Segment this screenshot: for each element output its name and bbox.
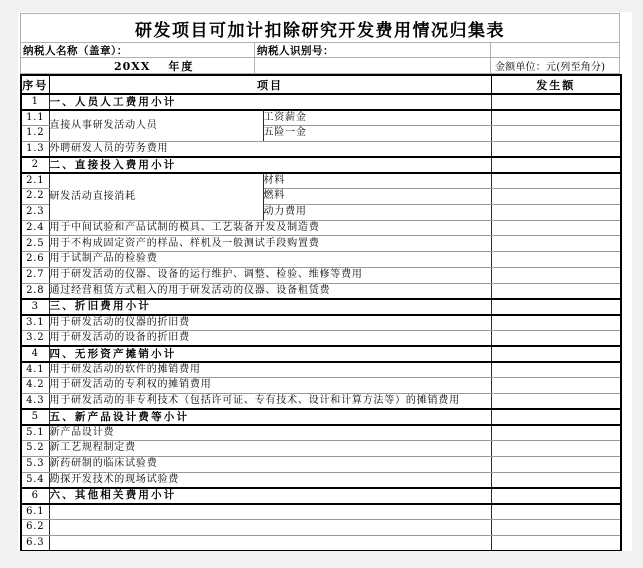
sub-item-cell: 燃料 [263, 189, 491, 205]
row-seq-cell: 6.1 [21, 504, 49, 520]
form-page [18, 12, 632, 551]
table-row [21, 283, 621, 299]
item-cell: 用于试制产品的检验费 [49, 252, 491, 268]
row-seq-cell: 5.3 [21, 456, 49, 472]
item-cell-blank[interactable] [49, 519, 491, 535]
taxpayer-name-label: 纳税人名称（盖章）： [23, 44, 128, 57]
item-cell: 用于研发活动的仪器、设备的运行维护、调整、检验、维修等费用 [49, 267, 491, 283]
year-empty-cell [255, 58, 491, 73]
table-row [21, 315, 621, 331]
amount-cell[interactable] [491, 488, 621, 504]
row-seq-cell: 2.2 [21, 189, 49, 205]
row-seq-cell: 1.3 [21, 141, 49, 157]
item-cell: 二、直接投入费用小计 [49, 157, 491, 173]
row-seq-cell: 2.6 [21, 252, 49, 268]
taxpayer-id-label: 纳税人识别号： [257, 44, 334, 57]
row-seq-cell: 4 [21, 346, 49, 362]
item-cell-blank[interactable] [49, 535, 491, 551]
row-seq-cell: 5.4 [21, 472, 49, 488]
taxpayer-id-cell [255, 43, 491, 57]
table-row [21, 141, 621, 157]
year-text [21, 58, 194, 73]
row-seq-cell: 3 [21, 299, 49, 315]
row-seq-cell: 1.2 [21, 126, 49, 142]
table-row [21, 299, 621, 315]
table-row [21, 535, 621, 551]
expense-table [20, 74, 622, 551]
form-title: 研发项目可加计扣除研究开发费用情况归集表 [20, 13, 620, 43]
row-seq-cell: 3.1 [21, 315, 49, 331]
item-cell: 新药研制的临床试验费 [49, 456, 491, 472]
row-seq-cell: 1 [21, 94, 49, 110]
amount-cell[interactable] [491, 189, 621, 205]
amount-cell[interactable] [491, 126, 621, 142]
table-row [21, 393, 621, 409]
item-cell: 三、折旧费用小计 [49, 299, 491, 315]
sub-item-cell: 动力费用 [263, 204, 491, 220]
amount-cell[interactable] [491, 362, 621, 378]
col-header-seq: 序号 [21, 75, 49, 94]
amount-cell[interactable] [491, 157, 621, 173]
item-cell-blank[interactable] [49, 504, 491, 520]
table-row [21, 330, 621, 346]
taxpayer-name-value-blank[interactable] [128, 43, 254, 57]
year-value[interactable]: 20XX [109, 60, 166, 74]
row-seq-cell: 2.5 [21, 236, 49, 252]
amount-cell[interactable] [491, 456, 621, 472]
amount-cell[interactable] [491, 267, 621, 283]
row-seq-cell: 6.3 [21, 535, 49, 551]
row-seq-cell: 3.2 [21, 330, 49, 346]
year-row [20, 58, 620, 74]
table-row [21, 267, 621, 283]
item-cell: 用于研发活动的软件的摊销费用 [49, 362, 491, 378]
amount-cell[interactable] [491, 173, 621, 189]
table-row [21, 472, 621, 488]
unit-note: 金额单位：元(列至角分) [495, 62, 606, 73]
row-seq-cell: 2.4 [21, 220, 49, 236]
item-cell: 新产品设计费 [49, 425, 491, 441]
table-row [21, 362, 621, 378]
col-header-amount: 发生额 [491, 75, 621, 94]
row-seq-cell: 2.8 [21, 283, 49, 299]
amount-cell[interactable] [491, 141, 621, 157]
table-row [21, 110, 621, 126]
amount-cell[interactable] [491, 472, 621, 488]
amount-cell[interactable] [491, 252, 621, 268]
amount-cell[interactable] [491, 519, 621, 535]
amount-cell[interactable] [491, 393, 621, 409]
amount-cell[interactable] [491, 315, 621, 331]
sub-item-cell: 材料 [263, 173, 491, 189]
col-header-item: 项目 [49, 75, 491, 94]
item-cell: 用于研发活动的设备的折旧费 [49, 330, 491, 346]
table-row [21, 94, 621, 110]
year-suffix-label: 年度 [168, 59, 195, 73]
amount-cell[interactable] [491, 110, 621, 126]
item-cell: 六、其他相关费用小计 [49, 488, 491, 504]
amount-cell[interactable] [491, 504, 621, 520]
table-row [21, 236, 621, 252]
table-row [21, 378, 621, 394]
row-seq-cell: 4.2 [21, 378, 49, 394]
amount-cell[interactable] [491, 236, 621, 252]
unit-note-cell [491, 58, 619, 73]
row-seq-cell: 4.3 [21, 393, 49, 409]
item-cell: 直接从事研发活动人员 [49, 110, 263, 142]
table-row [21, 504, 621, 520]
item-cell: 用于研发活动的非专利技术（包括许可证、专有技术、设计和计算方法等）的摊销费用 [49, 393, 491, 409]
table-row [21, 456, 621, 472]
taxpayer-name-cell [21, 43, 255, 57]
table-row [21, 346, 621, 362]
table-row [21, 173, 621, 189]
item-cell: 一、人员人工费用小计 [49, 94, 491, 110]
row-seq-cell: 4.1 [21, 362, 49, 378]
item-cell: 四、无形资产摊销小计 [49, 346, 491, 362]
table-row [21, 409, 621, 425]
item-cell: 外聘研发人员的劳务费用 [49, 141, 491, 157]
amount-cell[interactable] [491, 409, 621, 425]
item-cell: 用于不构成固定资产的样品、样机及一般测试手段购置费 [49, 236, 491, 252]
row-seq-cell: 2.1 [21, 173, 49, 189]
table-row [21, 488, 621, 504]
sub-item-cell: 工资薪金 [263, 110, 491, 126]
row-seq-cell: 6.2 [21, 519, 49, 535]
table-header-row [21, 75, 621, 94]
table-row [21, 441, 621, 457]
amount-cell[interactable] [491, 204, 621, 220]
amount-cell[interactable] [491, 425, 621, 441]
amount-cell[interactable] [491, 299, 621, 315]
taxpayer-id-value-blank[interactable] [334, 43, 490, 57]
row-seq-cell: 6 [21, 488, 49, 504]
amount-cell[interactable] [491, 283, 621, 299]
sub-item-cell: 五险一金 [263, 126, 491, 142]
form-header-block [20, 13, 620, 74]
table-row [21, 252, 621, 268]
row-seq-cell: 2.7 [21, 267, 49, 283]
item-cell: 用于中间试验和产品试制的模具、工艺装备开发及制造费 [49, 220, 491, 236]
row-seq-cell: 5.1 [21, 425, 49, 441]
row-seq-cell: 2 [21, 157, 49, 173]
item-cell: 用于研发活动的仪器的折旧费 [49, 315, 491, 331]
amount-cell[interactable] [491, 378, 621, 394]
amount-cell[interactable] [491, 330, 621, 346]
row-seq-cell: 1.1 [21, 110, 49, 126]
table-row [21, 425, 621, 441]
amount-cell[interactable] [491, 220, 621, 236]
table-row [21, 220, 621, 236]
row-seq-cell: 5.2 [21, 441, 49, 457]
amount-cell[interactable] [491, 346, 621, 362]
item-cell: 通过经营租赁方式租入的用于研发活动的仪器、设备租赁费 [49, 283, 491, 299]
table-row [21, 519, 621, 535]
item-cell: 研发活动直接消耗 [49, 173, 263, 220]
year-cell [21, 58, 255, 73]
taxpayer-info-row [20, 43, 620, 58]
item-cell: 用于研发活动的专利权的摊销费用 [49, 378, 491, 394]
row-seq-cell: 2.3 [21, 204, 49, 220]
item-cell: 新工艺规程制定费 [49, 441, 491, 457]
item-cell: 五、新产品设计费等小计 [49, 409, 491, 425]
info-empty-cell [491, 43, 619, 57]
amount-cell[interactable] [491, 441, 621, 457]
amount-cell[interactable] [491, 94, 621, 110]
row-seq-cell: 5 [21, 409, 49, 425]
item-cell: 勘探开发技术的现场试验费 [49, 472, 491, 488]
table-row [21, 157, 621, 173]
amount-cell[interactable] [491, 535, 621, 551]
